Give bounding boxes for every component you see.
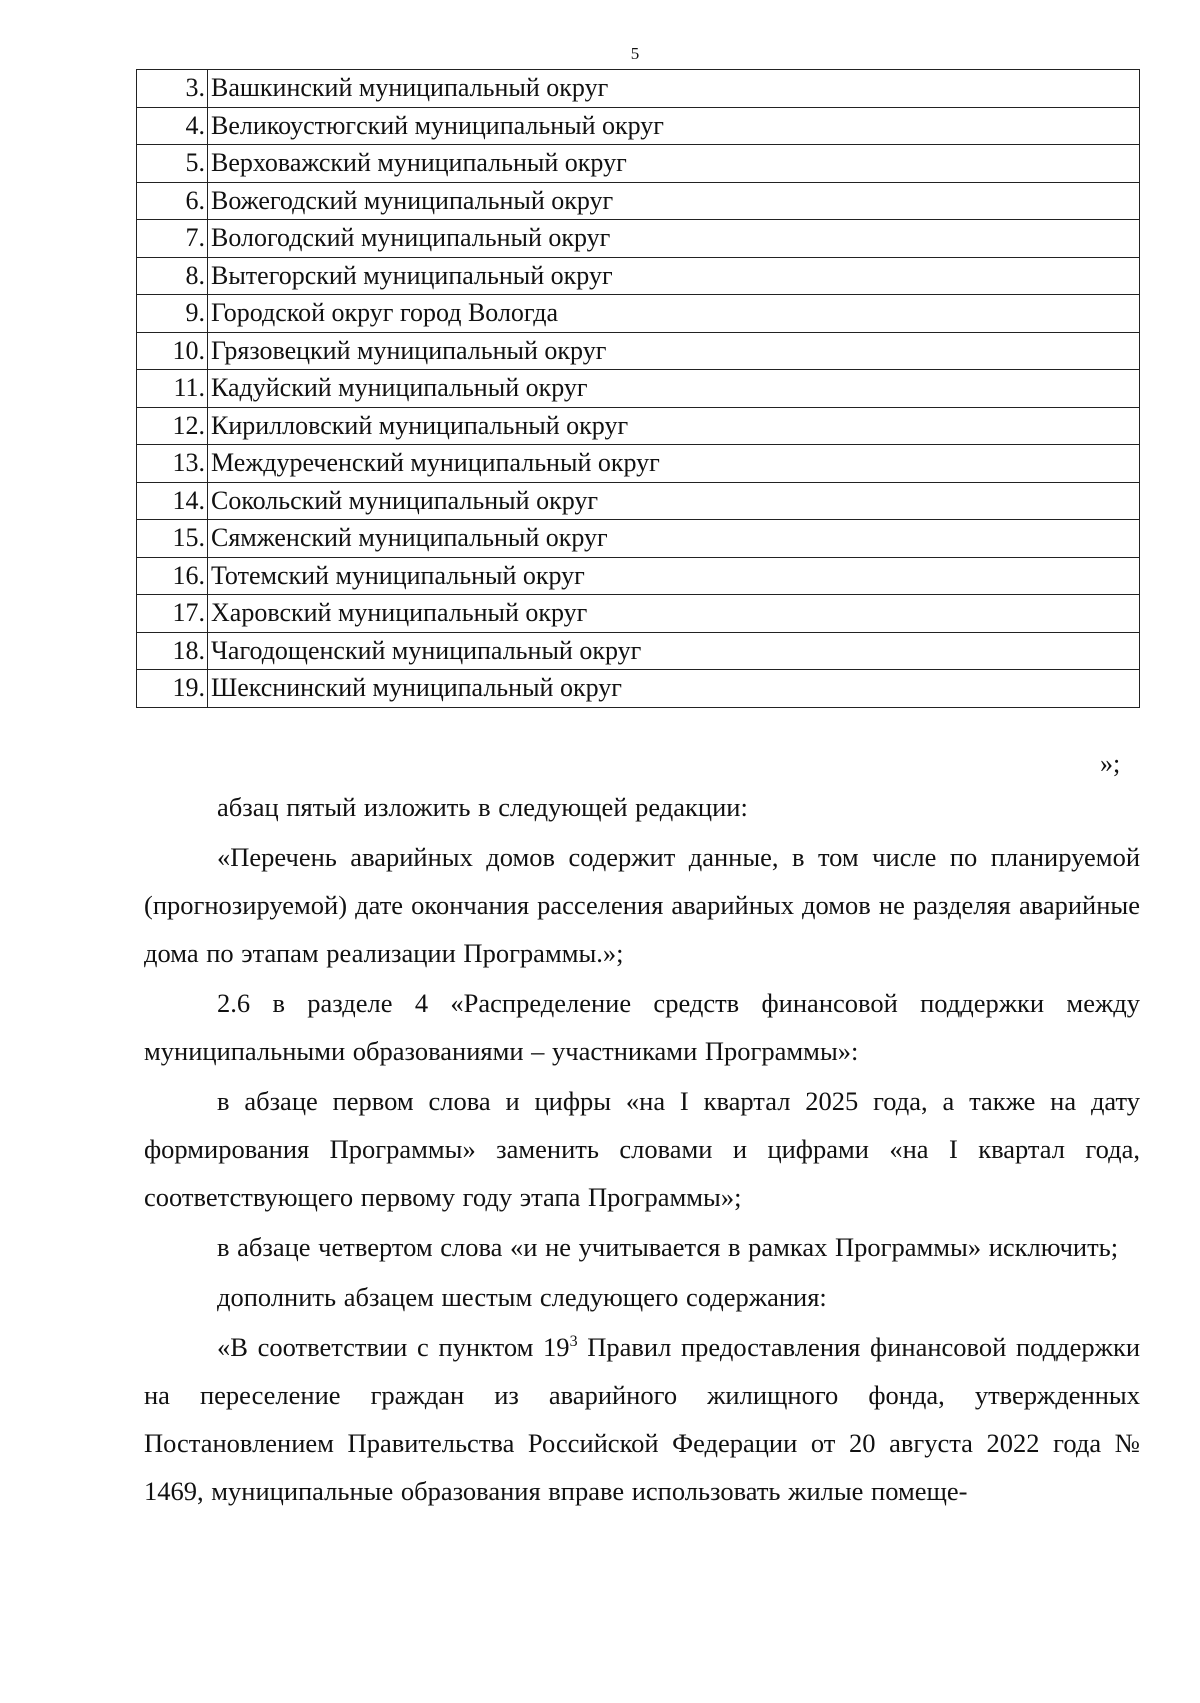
row-number: 3. bbox=[137, 70, 208, 108]
paragraph: в абзаце четвертом слова «и не учитывается в рамках Программы» исключить; bbox=[217, 1232, 1119, 1262]
district-name: Великоустюгский муниципальный округ bbox=[208, 107, 1140, 145]
page-number: 5 bbox=[630, 44, 640, 63]
table-row bbox=[137, 407, 1140, 445]
table-row bbox=[137, 482, 1140, 520]
district-name: Междуреченский муниципальный округ bbox=[208, 445, 1140, 483]
paragraph: абзац пятый изложить в следующей редакции: bbox=[217, 792, 748, 822]
district-name: Городской округ город Вологда bbox=[208, 295, 1140, 333]
table-row bbox=[137, 670, 1140, 708]
paragraph bbox=[144, 1323, 1140, 1515]
row-number: 7. bbox=[137, 220, 208, 258]
row-number: 15. bbox=[137, 520, 208, 558]
row-number: 12. bbox=[137, 407, 208, 445]
table-row bbox=[137, 632, 1140, 670]
district-name: Чагодощенский муниципальный округ bbox=[208, 632, 1140, 670]
district-name: Шекснинский муниципальный округ bbox=[208, 670, 1140, 708]
district-name: Кадуйский муниципальный округ bbox=[208, 370, 1140, 408]
district-name: Вытегорский муниципальный округ bbox=[208, 257, 1140, 295]
paragraph: в абзаце первом слова и цифры «на I квартал 2025 года, а также на дату формирования Программы» заменить словами и цифрами «на I квартал года, соответствующего первому году этапа Программы»; bbox=[144, 1086, 1140, 1212]
table-row bbox=[137, 370, 1140, 408]
document-body bbox=[144, 783, 1140, 1517]
row-number: 18. bbox=[137, 632, 208, 670]
table-row bbox=[137, 145, 1140, 183]
table-row bbox=[137, 70, 1140, 108]
districts-table bbox=[136, 69, 1140, 708]
table-row bbox=[137, 257, 1140, 295]
table-row bbox=[137, 295, 1140, 333]
table-row bbox=[137, 182, 1140, 220]
district-name: Вологодский муниципальный округ bbox=[208, 220, 1140, 258]
paragraph-text: «В соответствии с пунктом 19 bbox=[217, 1332, 570, 1362]
table-row bbox=[137, 107, 1140, 145]
row-number: 16. bbox=[137, 557, 208, 595]
paragraph: «Перечень аварийных домов содержит данные, в том числе по планируемой (прогнозируемой) дате окончания расселения аварийных домов не разделяя аварийные дома по этапам реализации Программы.»; bbox=[144, 842, 1140, 968]
row-number: 13. bbox=[137, 445, 208, 483]
table-row bbox=[137, 557, 1140, 595]
table-row bbox=[137, 445, 1140, 483]
district-name: Вашкинский муниципальный округ bbox=[208, 70, 1140, 108]
district-name: Харовский муниципальный округ bbox=[208, 595, 1140, 633]
row-number: 10. bbox=[137, 332, 208, 370]
district-name: Сямженский муниципальный округ bbox=[208, 520, 1140, 558]
row-number: 4. bbox=[137, 107, 208, 145]
row-number: 9. bbox=[137, 295, 208, 333]
superscript: 3 bbox=[569, 1333, 578, 1351]
paragraph: дополнить абзацем шестым следующего содержания: bbox=[217, 1282, 827, 1312]
paragraph: 2.6 в разделе 4 «Распределение средств финансовой поддержки между муниципальными образованиями – участниками Программы»: bbox=[144, 988, 1140, 1066]
row-number: 14. bbox=[137, 482, 208, 520]
district-name: Грязовецкий муниципальный округ bbox=[208, 332, 1140, 370]
row-number: 6. bbox=[137, 182, 208, 220]
row-number: 19. bbox=[137, 670, 208, 708]
district-name: Сокольский муниципальный округ bbox=[208, 482, 1140, 520]
row-number: 11. bbox=[137, 370, 208, 408]
district-name: Вожегодский муниципальный округ bbox=[208, 182, 1140, 220]
district-name: Верховажский муниципальный округ bbox=[208, 145, 1140, 183]
districts-table-body bbox=[137, 70, 1140, 708]
row-number: 5. bbox=[137, 145, 208, 183]
closing-quote: »; bbox=[1100, 749, 1121, 778]
table-row bbox=[137, 220, 1140, 258]
table-row bbox=[137, 520, 1140, 558]
paragraph-text: Правил предоставления финансовой поддержки на переселение граждан из аварийного жилищного фонда, утвержденных Постановлением Правительства Российской Федерации от 20 августа 2022 года № 1469, муниципальные образования вправе использовать жилые помеще- bbox=[144, 1332, 1141, 1506]
district-name: Тотемский муниципальный округ bbox=[208, 557, 1140, 595]
table-row bbox=[137, 595, 1140, 633]
row-number: 17. bbox=[137, 595, 208, 633]
row-number: 8. bbox=[137, 257, 208, 295]
table-row bbox=[137, 332, 1140, 370]
district-name: Кирилловский муниципальный округ bbox=[208, 407, 1140, 445]
